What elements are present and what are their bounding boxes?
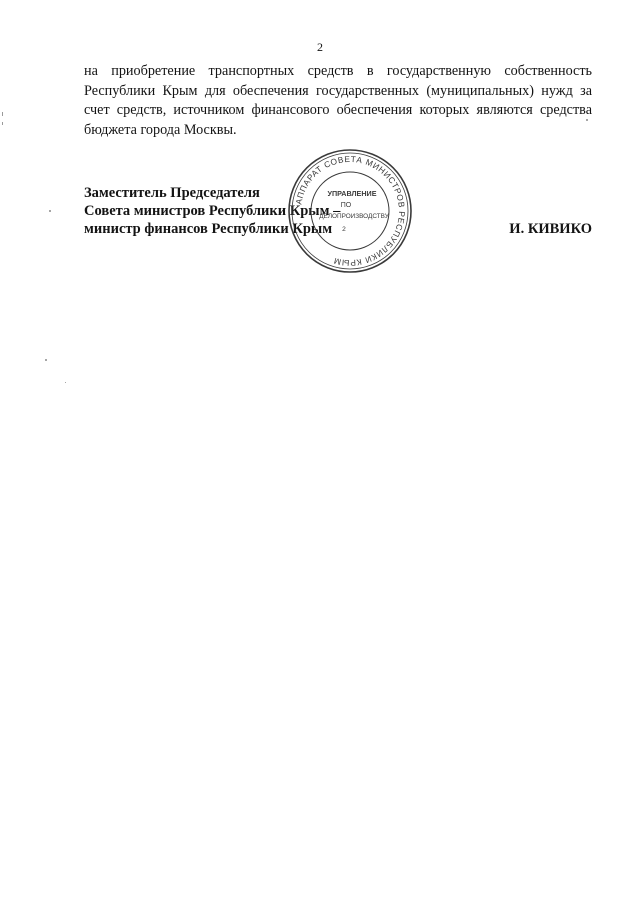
stamp-center-line-3: ДЕЛОПРОИЗВОДСТВУ <box>319 213 389 220</box>
scan-speck <box>586 119 588 121</box>
signer-title-line-2: Совета министров Республики Крым – <box>84 203 341 219</box>
stamp-seal-icon <box>286 147 414 275</box>
body-text <box>84 62 592 140</box>
stamp-center-line-2: ПО <box>340 202 352 209</box>
signer-title-line-3: министр финансов Республики Крым <box>84 221 333 237</box>
stamp-outer-text: АППАРАТ СОВЕТА МИНИСТРОВ РЕСПУБЛИКИ КРЫМ <box>293 153 408 269</box>
scan-edge-mark <box>2 112 3 116</box>
stamp-center-line-1: УПРАВЛЕНИЕ <box>327 189 377 198</box>
scan-speck <box>49 210 51 212</box>
stamp-center-line-4: 2 <box>342 226 346 233</box>
page-number: 2 <box>317 40 323 54</box>
body-paragraph: на приобретение транспортных средств в государственную собственность Республики Крым для обеспечения государственных (муниципальных) нужд за счет средств, источником финансового обеспечения которых являются средства бюджета города Москвы. <box>84 63 592 138</box>
signer-title-line-1: Заместитель Председателя <box>84 185 260 201</box>
svg-text:АППАРАТ СОВЕТА МИНИСТРОВ РЕСПУ <box>293 154 407 268</box>
scan-speck <box>45 359 47 361</box>
official-stamp <box>286 147 414 275</box>
scan-speck <box>65 382 66 383</box>
signer-name: И. КИВИКО <box>509 221 592 237</box>
scan-edge-mark <box>2 122 3 125</box>
